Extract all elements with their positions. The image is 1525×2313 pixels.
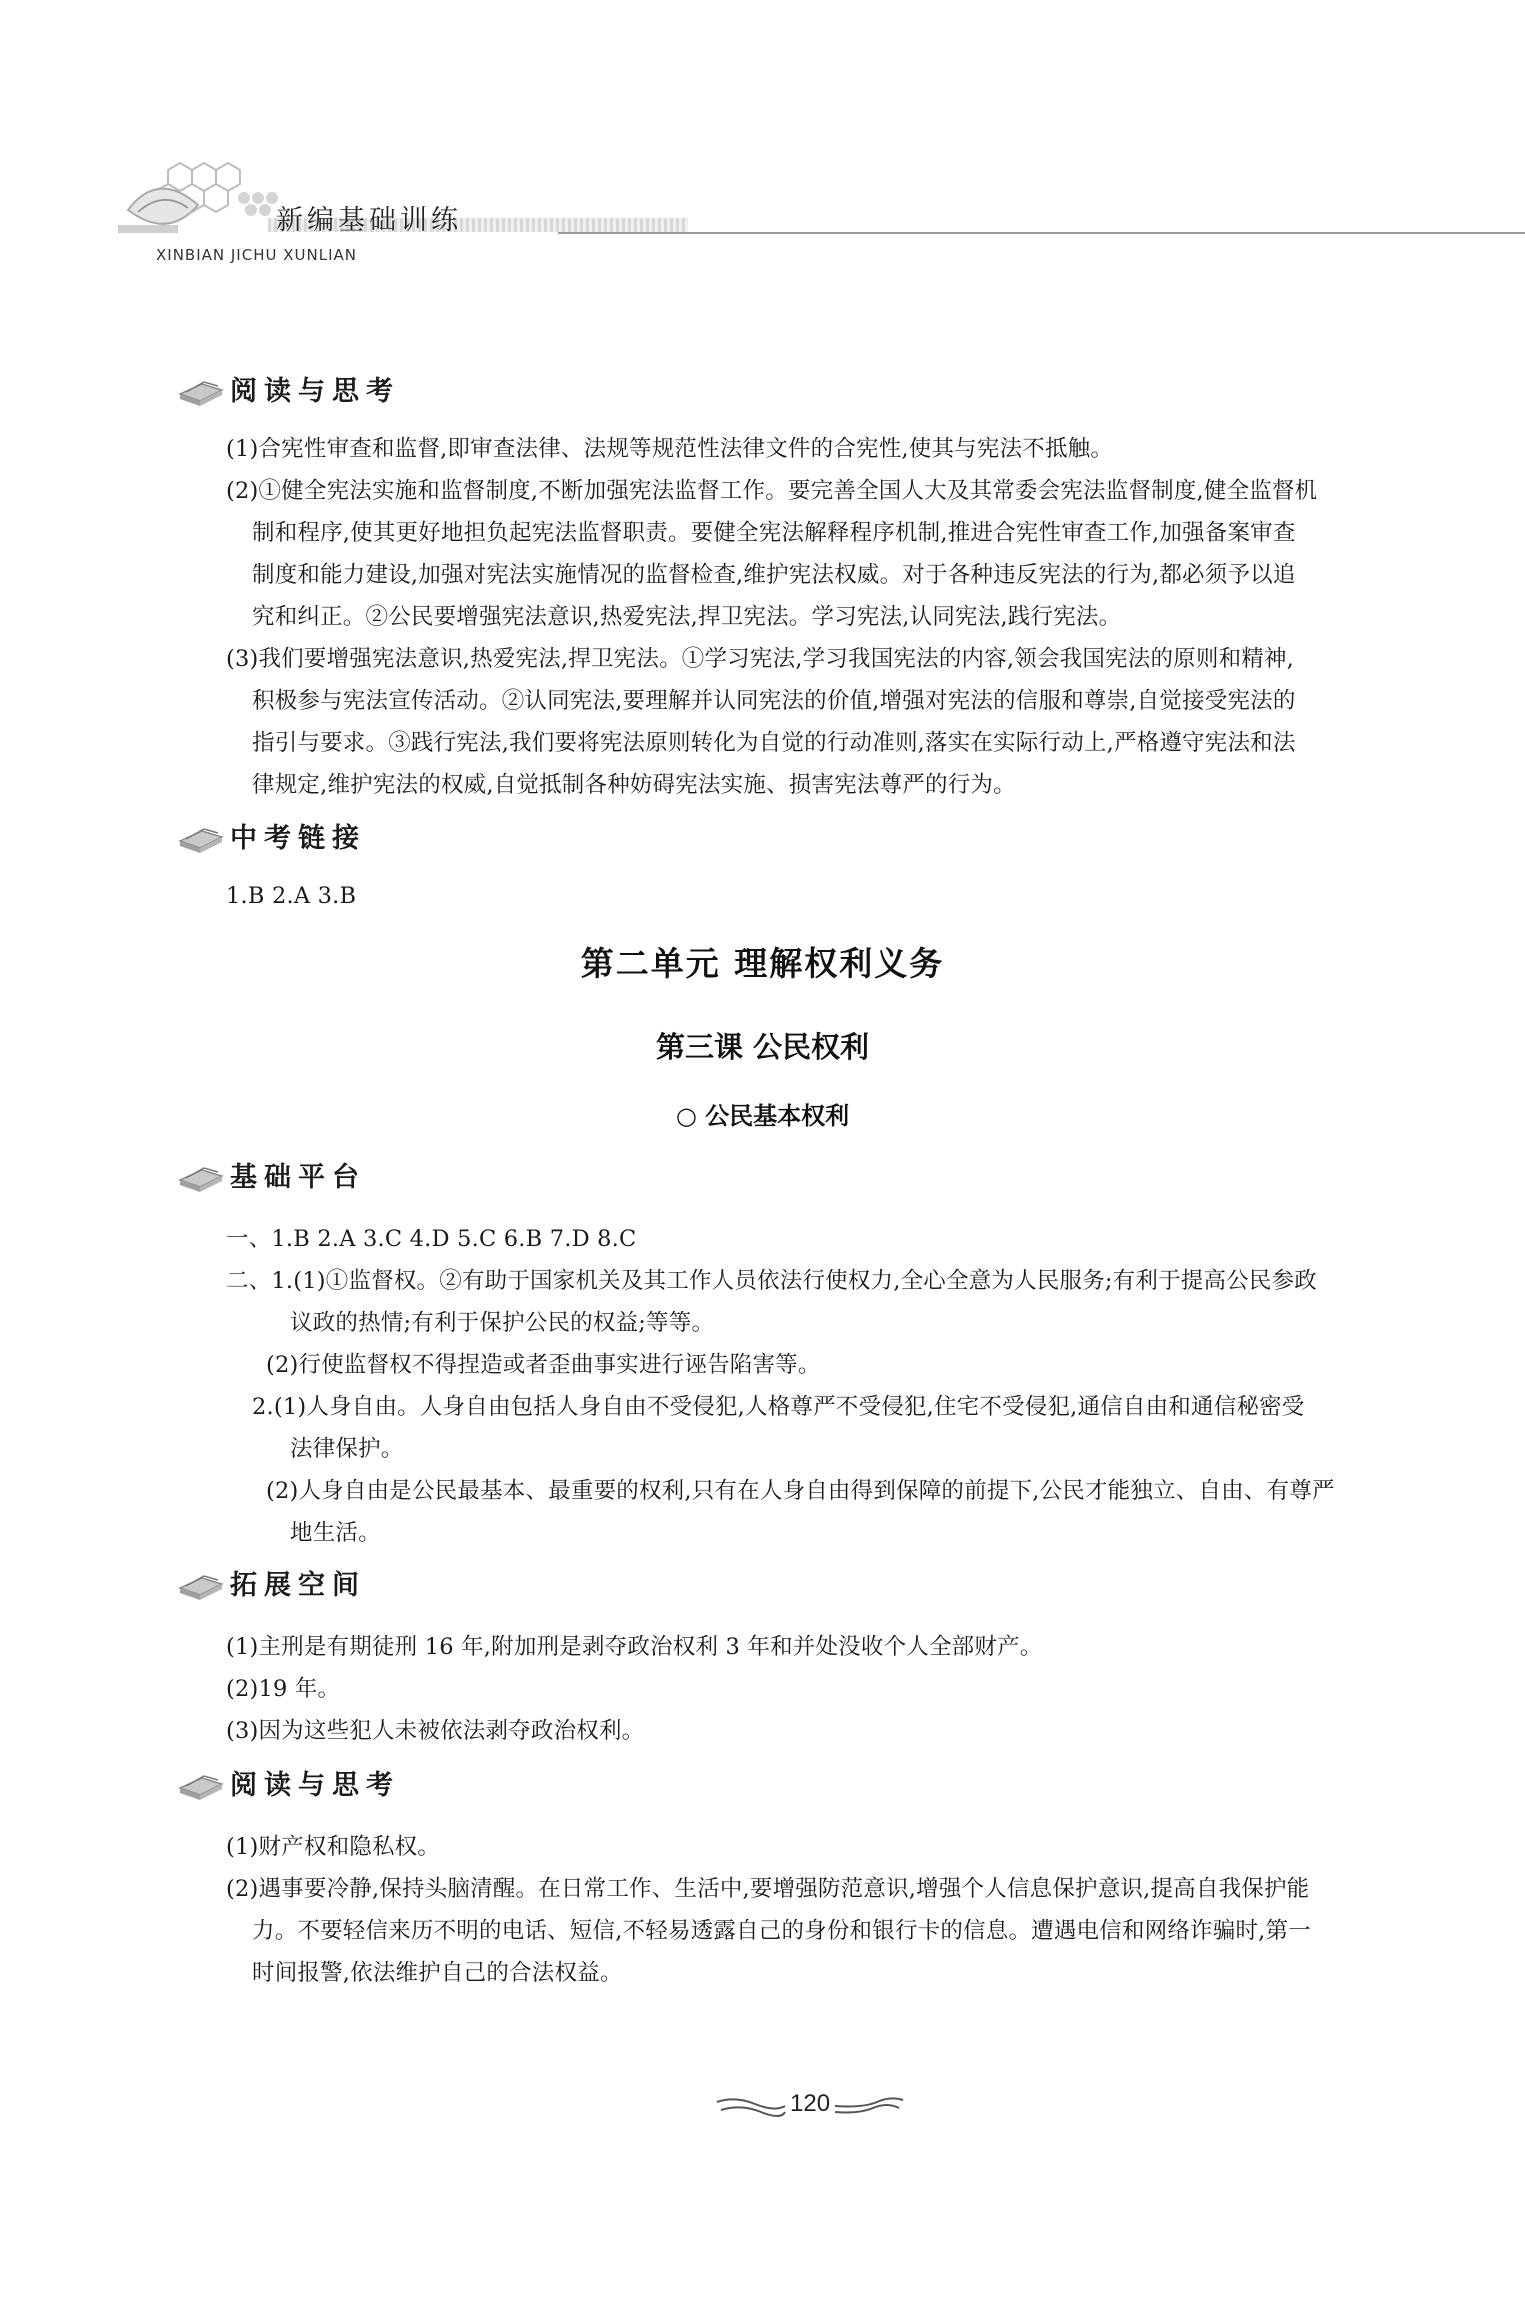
answer-line: 1.B 2.A 3.B (226, 883, 357, 909)
header-rule (558, 232, 1525, 234)
text-line: (2)人身自由是公民最基本、最重要的权利,只有在人身自由得到保障的前提下,公民才能独立、自由、有尊严 (266, 1478, 1335, 1504)
header-title: 新编基础训练 (276, 205, 462, 236)
lesson-title: 第三课 公民权利 (655, 1030, 870, 1064)
page-header (118, 150, 1525, 270)
text-line: (2)行使监督权不得捏造或者歪曲事实进行诬告陷害等。 (266, 1352, 821, 1378)
text-line: 议政的热情;有利于保护公民的权益;等等。 (290, 1310, 715, 1336)
book-icon (178, 1564, 224, 1600)
text-line: 律规定,维护宪法的权威,自觉抵制各种妨碍宪法实施、损害宪法尊严的行为。 (252, 772, 1016, 798)
page-number (700, 2086, 900, 2126)
left-flourish-icon (715, 2094, 787, 2120)
text-line: 地生活。 (290, 1520, 381, 1546)
book-icon (178, 1764, 224, 1800)
text-line: 制度和能力建设,加强对宪法实施情况的监督检查,维护宪法权威。对于各种违反宪法的行为,都必须予以追 (252, 562, 1296, 588)
section-title: 阅读与思考 (230, 375, 400, 407)
book-icon (178, 370, 224, 406)
text-line: 一、1.B 2.A 3.C 4.D 5.C 6.B 7.D 8.C (226, 1226, 637, 1252)
unit-title: 第二单元 理解权利义务 (580, 944, 945, 983)
text-line: 二、1.(1)①监督权。②有助于国家机关及其工作人员依法行使权力,全心全意为人民服务;有利于提高公民参政 (226, 1268, 1317, 1294)
text-line: (3)我们要增强宪法意识,热爱宪法,捍卫宪法。①学习宪法,学习我国宪法的内容,领会我国宪法的原则和精神, (226, 646, 1295, 672)
book-icon (178, 1156, 224, 1192)
text-line: 力。不要轻信来历不明的电话、短信,不轻易透露自己的身份和银行卡的信息。遭遇电信和网络诈骗时,第一 (252, 1918, 1311, 1944)
section-heading-exam-link (178, 815, 366, 855)
text-line: 究和纠正。②公民要增强宪法意识,热爱宪法,捍卫宪法。学习宪法,认同宪法,践行宪法。 (252, 604, 1122, 630)
text-line: (1)财产权和隐私权。 (226, 1834, 441, 1860)
book-icon (178, 817, 224, 853)
section-title: 中考链接 (230, 822, 366, 854)
text-line: (1)主刑是有期徒刑 16 年,附加刑是剥夺政治权利 3 年和并处没收个人全部财产。 (226, 1634, 1043, 1660)
text-line: 制和程序,使其更好地担负起宪法监督职责。要健全宪法解释程序机制,推进合宪性审查工作,加强备案审查 (252, 520, 1296, 546)
right-flourish-icon (833, 2094, 905, 2120)
section-title: 阅读与思考 (230, 1769, 400, 1801)
text-line: (2)19 年。 (226, 1676, 341, 1702)
text-line: 法律保护。 (290, 1436, 404, 1462)
text-line: (3)因为这些犯人未被依法剥夺政治权利。 (226, 1718, 645, 1744)
topic-title: ○ 公民基本权利 (675, 1102, 850, 1130)
page-number-text: 120 (790, 2090, 831, 2117)
text-line: (2)遇事要冷静,保持头脑清醒。在日常工作、生活中,要增强防范意识,增强个人信息保护意识,提高自我保护能 (226, 1876, 1310, 1902)
text-line: 积极参与宪法宣传活动。②认同宪法,要理解并认同宪法的价值,增强对宪法的信服和尊崇,自觉接受宪法的 (252, 688, 1296, 714)
section-title: 基础平台 (230, 1161, 366, 1193)
text-line: (2)①健全宪法实施和监督制度,不断加强宪法监督工作。要完善全国人大及其常委会宪法监督制度,健全监督机 (226, 478, 1318, 504)
text-line: 时间报警,依法维护自己的合法权益。 (252, 1960, 623, 1986)
text-line: 2.(1)人身自由。人身自由包括人身自由不受侵犯,人格尊严不受侵犯,住宅不受侵犯,通信自由和通信秘密受 (252, 1394, 1305, 1420)
header-subtitle: XINBIAN JICHU XUNLIAN (156, 246, 357, 264)
section-heading-extend (178, 1562, 366, 1602)
section-heading-basics (178, 1154, 366, 1194)
section-heading-read-think (178, 368, 400, 408)
section-title: 拓展空间 (230, 1569, 366, 1601)
text-line: (1)合宪性审查和监督,即审查法律、法规等规范性法律文件的合宪性,使其与宪法不抵触。 (226, 436, 1114, 462)
text-line: 指引与要求。③践行宪法,我们要将宪法原则转化为自觉的行动准则,落实在实际行动上,严格遵守宪法和法 (252, 730, 1296, 756)
section-heading-read-think-2 (178, 1762, 400, 1802)
